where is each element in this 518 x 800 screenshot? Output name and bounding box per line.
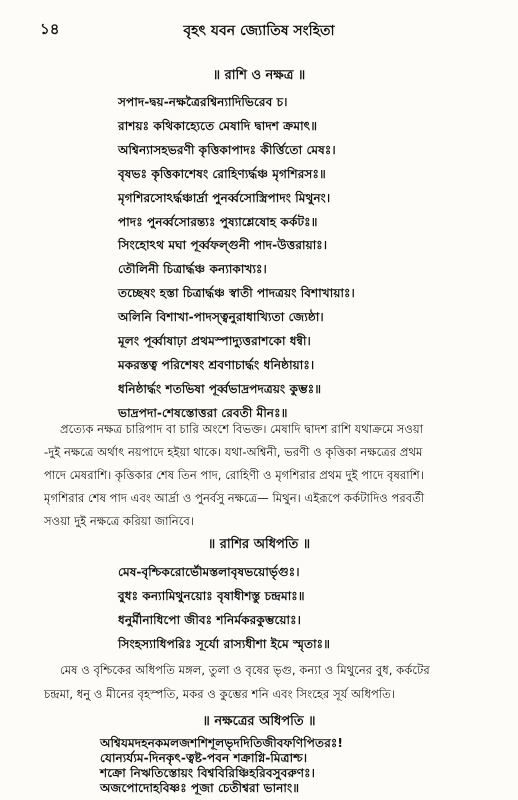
- section-heading-rashi-nakshatra: ॥ রাশি ও নক্ষত্র ॥: [212, 68, 306, 83]
- verse-line: রাশয়ঃ কথিকাহ্যেতে মেষাদি দ্বাদশ ক্রমাৎ॥: [118, 118, 318, 133]
- verse-line: অশ্বিযমদহনকমলজশশিশূলভৃদদিতিজীবফণিপিতরঃ!: [100, 736, 343, 750]
- verse-line: অশ্বিন্যাসহভরণী কৃত্তিকাপাদঃ কীর্ত্তিতো মেষঃ।: [118, 142, 336, 157]
- verse-line: মকরস্তত্ব পরিশেষং শ্রবণাচার্দ্ধং ধনিষ্ঠায়াঃ।: [118, 357, 315, 372]
- verse-line: ভাদ্রপদা-শেষস্তোত্তরা রেবতী মীনঃ॥: [118, 405, 288, 420]
- verse-line: তৌলিনী চিত্রার্দ্ধঞ্চ কন্যাকাখ্যঃ।: [118, 262, 267, 277]
- page-header: [0, 18, 518, 40]
- verse-line: অজপোদোহবিষ্ণঃ পূজা চেতীশ্বরা ভানাং॥: [100, 781, 300, 795]
- verse-line: যোন্যর্য্যম-দিনকৃৎ-ত্বষ্ট-পবন শক্রাগ্নি-মিত্রাশ্চ।: [100, 751, 308, 765]
- commentary-line: মৃগশিরার শেষ পাদ এবং আর্দ্রা ও পুনর্বসু নক্ষত্রে— মিথুন। এইরূপে কর্কটাদিও পরবর্তী: [44, 491, 425, 505]
- verse-line: বৃষভঃ কৃত্তিকাশেষং রোহিণ্যর্দ্ধঞ্চ মৃগশিরসঃ॥: [118, 166, 326, 181]
- verse-line: ধনিষ্ঠার্দ্ধং শতভিষা পূর্ব্বভাদ্রপদত্রয়ং কুম্ভঃ॥: [118, 381, 322, 396]
- verse-line: বুধঃ কন্যামিথুনয়োঃ বৃষাধীশস্তু চন্দ্রমাঃ॥: [118, 589, 305, 603]
- verse-line: অলিনি বিশাখা-পাদস্ত্বনুরাধাখ্যিতা জ্যেষ্ঠা।: [118, 310, 324, 325]
- commentary-line: মেষ ও বৃশ্চিকের অধিপতি মঙ্গল, তুলা ও বৃষের ভৃগু, কন্যা ও মিথুনের বুধ, কর্কটের: [60, 663, 430, 677]
- verse-line: সিংহোঽথ মঘা পূর্ব্বফল্গুনী পাদ-উত্তরায়াঃ।: [118, 238, 328, 253]
- commentary-line: পাদে মেষরাশি। কৃত্তিকার শেষ তিন পাদ, রোহিণী ও মৃগশিরার প্রথম দুই পাদে বৃষরাশি।: [44, 468, 424, 482]
- section-heading-rashi-adhipati: ॥ রাশির অধিপতি ॥: [207, 537, 311, 552]
- commentary-line: চন্দ্রমা, ধনু ও মীনের বৃহস্পতি, মকর ও কুম্ভের শনি এবং সিংহের সূর্য অধিপতি।: [44, 687, 395, 701]
- verse-block-rashi-adhipati: [118, 560, 330, 656]
- commentary-rashi-adhipati: [44, 658, 504, 706]
- section-heading-nakshatra-adhipati: ॥ নক্ষত্রের অধিপতি ॥: [202, 714, 316, 729]
- verse-line: মৃগশিরসোঽর্দ্ধঞ্চার্দ্রা পুনর্ব্বসোস্ত্রিপাদং মিথুনং।: [118, 190, 331, 205]
- verse-line: সিংহস্যাধিপরিঃ সূর্যো রাস্যধীশা ইমে স্মৃতাঃ॥: [118, 637, 331, 651]
- page-number: ১৪: [40, 20, 60, 38]
- commentary-line: -দুই নক্ষত্রে অর্থাৎ নয়পাদে হইয়া থাকে। যথা-অশ্বিনী, ভরণী ও কৃত্তিকা নক্ষত্রের প্রথম: [44, 445, 423, 459]
- verse-block-nakshatra-adhipati: [100, 736, 343, 796]
- verse-block-rashi-nakshatra: [118, 91, 355, 426]
- verse-line: পাদঃ পুনর্ব্বসোরন্ত্যঃ পুষ্যাশ্লেষোহ কর্কটঃ॥: [118, 214, 318, 229]
- running-title: বৃহৎ যবন জ্যোতিষ সংহিতা: [183, 23, 335, 39]
- commentary-rashi-nakshatra: [44, 418, 504, 533]
- verse-line: তচ্ছেষং হস্তা চিত্রার্দ্ধঞ্চ স্বাতী পাদত্রয়ং বিশাখায়াঃ।: [118, 286, 355, 301]
- verse-line: মেষ-বৃশ্চিকরোর্ভৌমস্তলাবৃষভয়োর্ভৃগুঃ।: [118, 565, 300, 579]
- verse-line: মূলং পূর্ব্বাষাঢ়া প্রথমস্পাদ্যুত্তরাশকো ধন্বী।: [118, 334, 311, 349]
- commentary-line: সওয়া দুই নক্ষত্রে করিয়া জানিবে।: [44, 514, 194, 528]
- verse-line: শক্রো নিঋতিস্তোয়ং বিশ্ববিরিঞ্চিহরিবসুবরুণঃ।: [100, 766, 316, 780]
- verse-line: সপাদ-দ্বয়-নক্ষত্রৈরশ্বিন্যাদিভিরেব চ।: [118, 95, 288, 109]
- verse-line: ধনুর্মীনাধিপো জীবঃ শনির্মকরকুম্ভয়োঃ।: [118, 613, 301, 627]
- commentary-line: প্রত্যেক নক্ষত্র চারিপাদ বা চারি অংশে বিভক্ত। মেষাদি দ্বাদশ রাশি যথাক্রমে সওয়া: [60, 422, 424, 436]
